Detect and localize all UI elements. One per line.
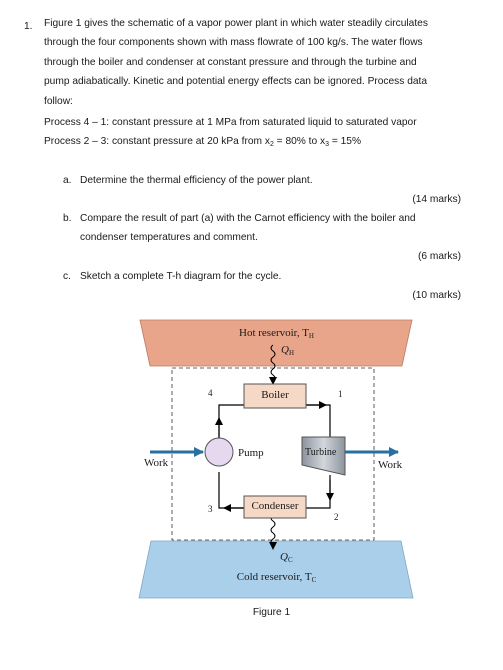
- part-b-letter: b.: [63, 213, 72, 224]
- part-a-marks: (14 marks): [412, 194, 461, 205]
- part-c-marks: (10 marks): [412, 290, 461, 301]
- hot-reservoir-label: [0, 327, 503, 340]
- process-2-3-middle: = 80% to x: [273, 136, 326, 147]
- intro-line-2: through the four components shown with mass flowrate of 100 kg/s. The water flows: [44, 37, 423, 49]
- work-in-label: Work: [144, 457, 169, 469]
- part-b-line-1: Compare the result of part (a) with the Carnot efficiency with the boiler and: [80, 213, 416, 224]
- cold-reservoir-label: [0, 571, 503, 584]
- turbine-label: Turbine: [305, 447, 337, 458]
- hot-reservoir-text: Hot reservoir, T: [239, 327, 309, 339]
- process-2-3-suffix: = 15%: [329, 136, 362, 147]
- intro-line-3: through the boiler and condenser at constant pressure and through the turbine and: [44, 56, 417, 68]
- condenser-label: Condenser: [251, 500, 299, 512]
- cold-reservoir-shape: [139, 541, 413, 598]
- pump-circle: [205, 438, 233, 466]
- state-1-label: 1: [338, 389, 343, 399]
- q-hot-label: [281, 344, 294, 357]
- boiler-label: Boiler: [261, 389, 289, 401]
- state-2-label: 2: [334, 512, 339, 522]
- work-out-label: Work: [378, 459, 403, 471]
- part-b-line-2: condenser temperatures and comment.: [80, 232, 258, 243]
- intro-line-1: Figure 1 gives the schematic of a vapor power plant in which water steadily circulates: [44, 18, 428, 29]
- pump-label: Pump: [238, 447, 264, 459]
- part-a-text: Determine the thermal efficiency of the power plant.: [80, 175, 313, 186]
- state-4-label: 4: [208, 388, 213, 398]
- q-cold-wiggle: [271, 515, 275, 545]
- process-4-1: Process 4 – 1: constant pressure at 1 MPa from saturated liquid to saturated vapor: [44, 117, 417, 128]
- part-b-marks: (6 marks): [417, 251, 461, 262]
- figure-caption: Figure 1: [252, 607, 291, 618]
- q-hot-subscript: H: [288, 349, 295, 357]
- intro-line-4: pump adiabatically. Kinetic and potential energy effects can be ignored. Process data: [44, 76, 428, 88]
- part-c-text: Sketch a complete T-h diagram for the cycle.: [80, 271, 282, 282]
- part-a-letter: a.: [63, 175, 72, 186]
- q-cold-text: Q: [280, 551, 288, 563]
- hot-subscript: H: [308, 332, 314, 340]
- state-3-label: 3: [208, 504, 213, 514]
- q-cold-subscript: C: [287, 556, 293, 564]
- q-hot-text: Q: [281, 344, 289, 356]
- question-number: 1.: [24, 21, 33, 32]
- part-c-letter: c.: [63, 271, 71, 282]
- intro-line-5: follow:: [44, 95, 73, 107]
- pipe-condenser-to-pump: [219, 472, 244, 508]
- pipe-turbine-to-condenser: [306, 475, 330, 508]
- cold-reservoir-text: Cold reservoir, T: [236, 571, 312, 583]
- process-2-3-prefix: Process 2 – 3: constant pressure at 20 kPa from x: [44, 136, 270, 147]
- pipe-boiler-to-turbine: [306, 405, 330, 437]
- q-cold-label: [280, 551, 293, 564]
- x3-subscript: 3: [325, 141, 330, 148]
- cold-subscript: C: [311, 576, 317, 584]
- x2-subscript: 2: [269, 141, 274, 148]
